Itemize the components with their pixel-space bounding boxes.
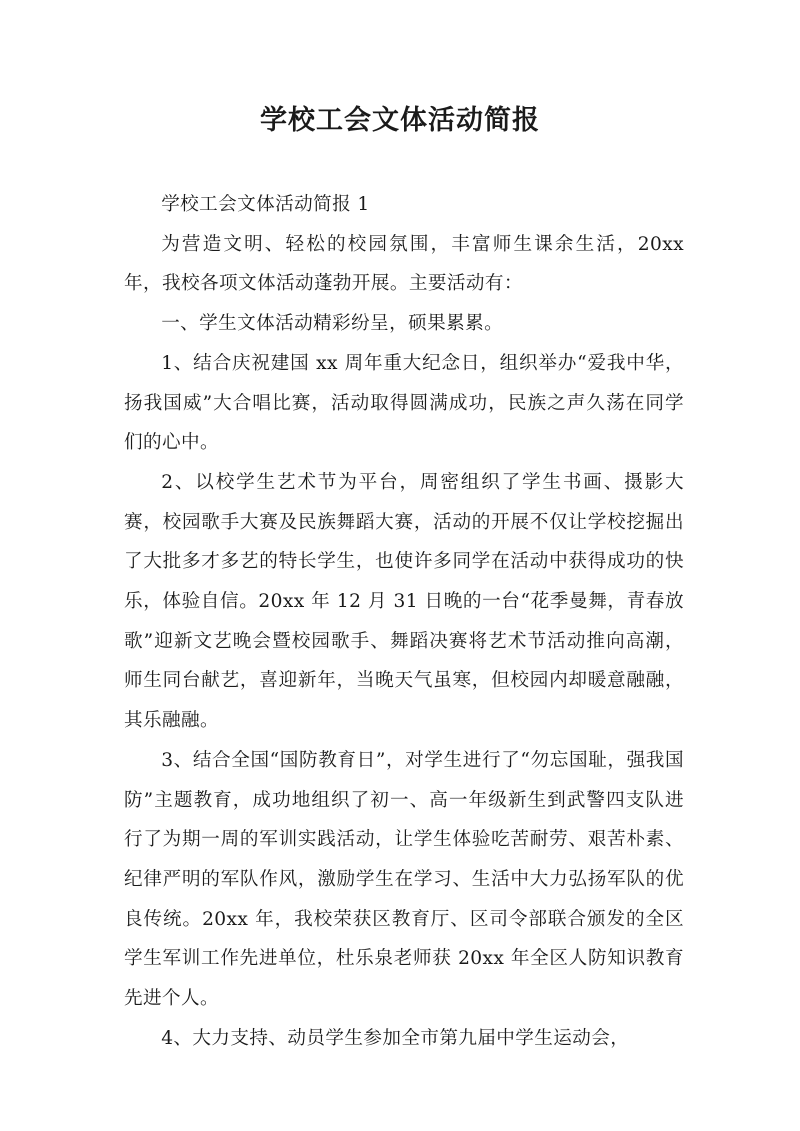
document-title: 学校工会文体活动简报 [260,105,540,136]
document-body [124,185,684,1058]
intro-paragraph: 为营造文明、轻松的校园氛围，丰富师生课余生活，20xx 年，我校各项文体活动蓬勃开展。主要活动有： [124,233,684,295]
item-2-paragraph: 2、以校学生艺术节为平台，周密组织了学生书画、摄影大赛，校园歌手大赛及民族舞蹈大赛，活动的开展不仅让学校挖掘出了大批多才多艺的特长学生，也使许多同学在活动中获得成功的快乐，体验自信。20xx 年 12 月 31 日晚的一台“花季曼舞，青春放歌”迎新文艺晚会暨校园歌手、舞蹈决赛将艺术节活动推向高潮，师生同台献艺，喜迎新年，当晚天气虽寒，但校园内却暖意融融，其乐融融。 [124,471,684,732]
subtitle-paragraph: 学校工会文体活动简报 1 [161,194,370,215]
section-heading-paragraph: 一、学生文体活动精彩纷呈，硕果累累。 [161,313,504,335]
item-4-paragraph: 4、大力支持、动员学生参加全市第九届中学生运动会， [161,1027,630,1049]
item-3-paragraph: 3、结合全国“国防教育日”，对学生进行了“勿忘国耻，强我国防”主题教育，成功地组织了初一、高一年级新生到武警四支队进行了为期一周的军训实践活动，让学生体验吃苦耐劳、艰苦朴素、纪律严明的军队作风，激励学生在学习、生活中大力弘扬军队的优良传统。20xx 年，我校荣获区教育厅、区司令部联合颁发的全区学生军训工作先进单位，杜乐泉老师获 20xx 年全区人防知识教育先进个人。 [124,749,684,1010]
item-1-paragraph: 1、结合庆祝建国 xx 周年重大纪念日，组织举办“爱我中华，扬我国威”大合唱比赛，活动取得圆满成功，民族之声久荡在同学们的心中。 [124,352,684,454]
